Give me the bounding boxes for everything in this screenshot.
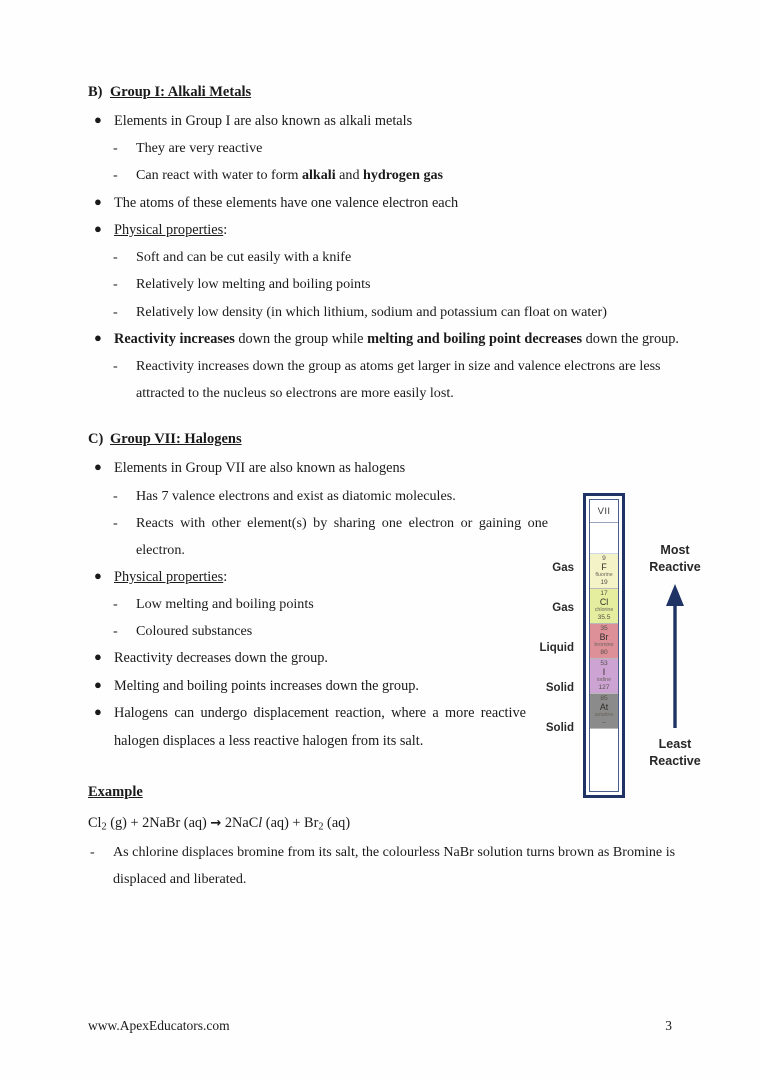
eq-fragment: (aq) + Br	[262, 814, 319, 831]
sub-bullet-text: Relatively low density (in which lithium, sodium and potassium can float on water)	[136, 303, 607, 320]
page-footer	[88, 1018, 672, 1034]
eq-fragment: 2NaC	[221, 814, 259, 831]
bullet-text: Halogens can undergo displacement reaction, where a more reactive halogen displaces a less reactive halogen from its salt.	[114, 705, 526, 749]
element-name: chlorine	[594, 607, 614, 614]
sub-bullet-text: Soft and can be cut easily with a knife	[136, 249, 352, 266]
group-vii-figure	[516, 490, 716, 790]
least-reactive-line1: Least	[658, 737, 692, 751]
state-label-column	[516, 490, 574, 790]
element-name: iodine	[596, 677, 612, 684]
eq-fragment: (g) + 2NaBr (aq)	[106, 814, 211, 831]
sub-bullet-text: Reacts with other element(s) by sharing one electron or gaining one electron.	[136, 514, 548, 558]
example-note-list	[88, 839, 680, 893]
bullet-text: The atoms of these elements have one valence electron each	[114, 194, 459, 211]
dash-icon: -	[113, 249, 118, 266]
dash-icon: -	[113, 357, 118, 374]
physical-properties-label: Physical properties	[114, 568, 224, 585]
least-reactive-line2: Reactive	[649, 753, 701, 768]
eq-italic-l: l	[258, 814, 263, 831]
atomic-number: 9	[602, 554, 606, 562]
periodic-table-column-inner	[589, 499, 619, 792]
bullet-dot-icon: ●	[94, 193, 102, 209]
atomic-mass: –	[602, 718, 606, 726]
element-name: bromine	[594, 642, 614, 649]
bullet-dot-icon: ●	[94, 704, 102, 720]
list-item	[111, 244, 680, 271]
bullet-dot-icon: ●	[94, 567, 102, 583]
list-item	[88, 455, 680, 482]
periodic-table-column-frame	[583, 493, 625, 798]
section-title-c: Group VII: Halogens	[110, 431, 242, 448]
atomic-number: 17	[600, 589, 608, 597]
text-fragment: down the group while	[234, 330, 368, 347]
emphasis-reactivity-increases: Reactivity increases	[114, 330, 235, 347]
sub-bullet-text: Low melting and boiling points	[136, 596, 314, 613]
section-heading-b	[88, 84, 680, 101]
element-symbol: Cl	[599, 597, 609, 608]
bullet-text: Elements in Group VII are also known as halogens	[114, 460, 406, 477]
least-reactive-label	[634, 736, 716, 769]
list-item	[111, 162, 680, 189]
bullet-dot-icon: ●	[94, 220, 102, 236]
atomic-number: 35	[600, 624, 608, 632]
atomic-mass: 80	[600, 648, 608, 656]
bullet-text	[114, 331, 679, 347]
sub-bullet-text: They are very reactive	[136, 140, 263, 157]
bullet-dot-icon: ●	[94, 459, 102, 475]
sub-bullet-text: Relatively low melting and boiling points	[136, 276, 371, 293]
eq-fragment: Cl	[88, 814, 102, 831]
section-letter-c: C)	[88, 431, 104, 448]
sub-bullet-text: As chlorine displaces bromine from its salt, the colourless NaBr solution turns brown as Bromine is displaced and liberated.	[113, 844, 676, 888]
atomic-number: 53	[600, 659, 608, 667]
example-title: Example	[88, 783, 143, 800]
dash-icon: -	[113, 487, 118, 504]
state-label-fluorine: Gas	[552, 562, 574, 574]
empty-cell-bottom	[590, 729, 618, 765]
bullet-list-b4	[88, 326, 680, 353]
list-item	[88, 108, 680, 135]
element-symbol: Br	[599, 632, 609, 643]
section-heading-c	[88, 431, 680, 448]
element-cell-chlorine	[590, 589, 618, 624]
sub-bullet-list-b3	[111, 244, 680, 325]
state-label-astatine: Solid	[545, 722, 574, 734]
bullet-text: Melting and boiling points increases down the group.	[114, 677, 419, 694]
atomic-mass: 35.5	[597, 613, 611, 621]
eq-subscript: 2	[101, 821, 107, 833]
bullet-list-b2	[88, 190, 680, 245]
text-fragment: :	[223, 221, 228, 238]
list-item	[88, 190, 680, 217]
page-number: 3	[665, 1018, 672, 1033]
bullet-dot-icon: ●	[94, 676, 102, 692]
list-item	[88, 217, 680, 244]
emphasis-mbp-decreases: melting and boiling point decreases	[367, 330, 583, 347]
dash-icon: -	[113, 303, 118, 320]
most-reactive-line2: Reactive	[649, 559, 701, 574]
dash-icon: -	[113, 514, 118, 531]
element-cell-fluorine	[590, 554, 618, 589]
atomic-number: 85	[600, 694, 608, 702]
eq-fragment: (aq)	[323, 814, 351, 831]
dash-icon: -	[90, 844, 95, 861]
list-item	[88, 839, 680, 893]
bullet-list-c	[88, 455, 680, 482]
atomic-mass: 19	[600, 578, 608, 586]
bullet-text: Reactivity decreases down the group.	[114, 650, 328, 667]
bullet-dot-icon: ●	[94, 112, 102, 127]
bullet-text	[114, 569, 227, 585]
chemical-equation	[88, 810, 680, 837]
element-name: fluorine	[595, 572, 613, 579]
bullet-text: Elements in Group I are also known as alkali metals	[114, 113, 413, 129]
sub-bullet-list-b1	[111, 135, 680, 189]
emphasis-hydrogen-gas: hydrogen gas	[363, 167, 444, 184]
text-fragment: and	[335, 167, 364, 184]
text-fragment: down the group.	[582, 330, 679, 347]
group-number-header: VII	[590, 500, 618, 523]
dash-icon: -	[113, 623, 118, 640]
reaction-arrow-icon: →	[210, 815, 222, 831]
eq-subscript: 2	[318, 821, 324, 833]
bullet-list-b	[88, 108, 680, 135]
element-symbol: F	[601, 562, 607, 573]
bullet-dot-icon: ●	[94, 649, 102, 665]
empty-cell-top	[590, 523, 618, 554]
bullet-dot-icon: ●	[94, 329, 102, 345]
state-label-bromine: Liquid	[539, 642, 574, 654]
element-cell-iodine	[590, 659, 618, 694]
dash-icon: -	[113, 596, 118, 613]
list-item	[111, 271, 680, 298]
example-block	[88, 783, 680, 893]
emphasis-alkali: alkali	[301, 167, 336, 184]
list-item	[111, 299, 680, 326]
sub-bullet-text: Reactivity increases down the group as atoms get larger in size and valence electrons are less attracted to the nucleus so electrons are more easily lost.	[136, 357, 661, 402]
bullet-text	[114, 222, 227, 238]
most-reactive-label	[634, 542, 716, 575]
section-letter-b: B)	[88, 84, 103, 100]
list-item	[111, 135, 680, 162]
atomic-mass: 127	[598, 683, 610, 691]
dash-icon: -	[113, 140, 118, 157]
list-item	[88, 326, 680, 353]
element-symbol: At	[599, 702, 609, 713]
reactivity-scale	[634, 490, 716, 790]
sub-bullet-text: Has 7 valence electrons and exist as diatomic molecules.	[136, 487, 456, 504]
footer-website: www.ApexEducators.com	[88, 1018, 230, 1033]
text-fragment: :	[223, 568, 228, 585]
dash-icon: -	[113, 276, 118, 293]
element-symbol: I	[602, 667, 606, 678]
up-arrow-icon	[659, 582, 691, 730]
sub-bullet-text: Coloured substances	[136, 623, 253, 640]
state-label-iodine: Solid	[545, 682, 574, 694]
sub-bullet-text	[136, 167, 443, 183]
state-label-chlorine: Gas	[552, 602, 574, 614]
element-cell-bromine	[590, 624, 618, 659]
dash-icon: -	[113, 167, 118, 184]
element-name: astatine	[594, 712, 614, 719]
physical-properties-label: Physical properties	[114, 221, 224, 238]
element-cell-astatine	[590, 694, 618, 729]
text-fragment: Can react with water to form	[136, 167, 302, 184]
sub-bullet-list-b4	[111, 353, 680, 407]
most-reactive-line1: Most	[660, 543, 690, 557]
section-title-b: Group I: Alkali Metals	[110, 84, 252, 100]
list-item	[111, 353, 680, 407]
